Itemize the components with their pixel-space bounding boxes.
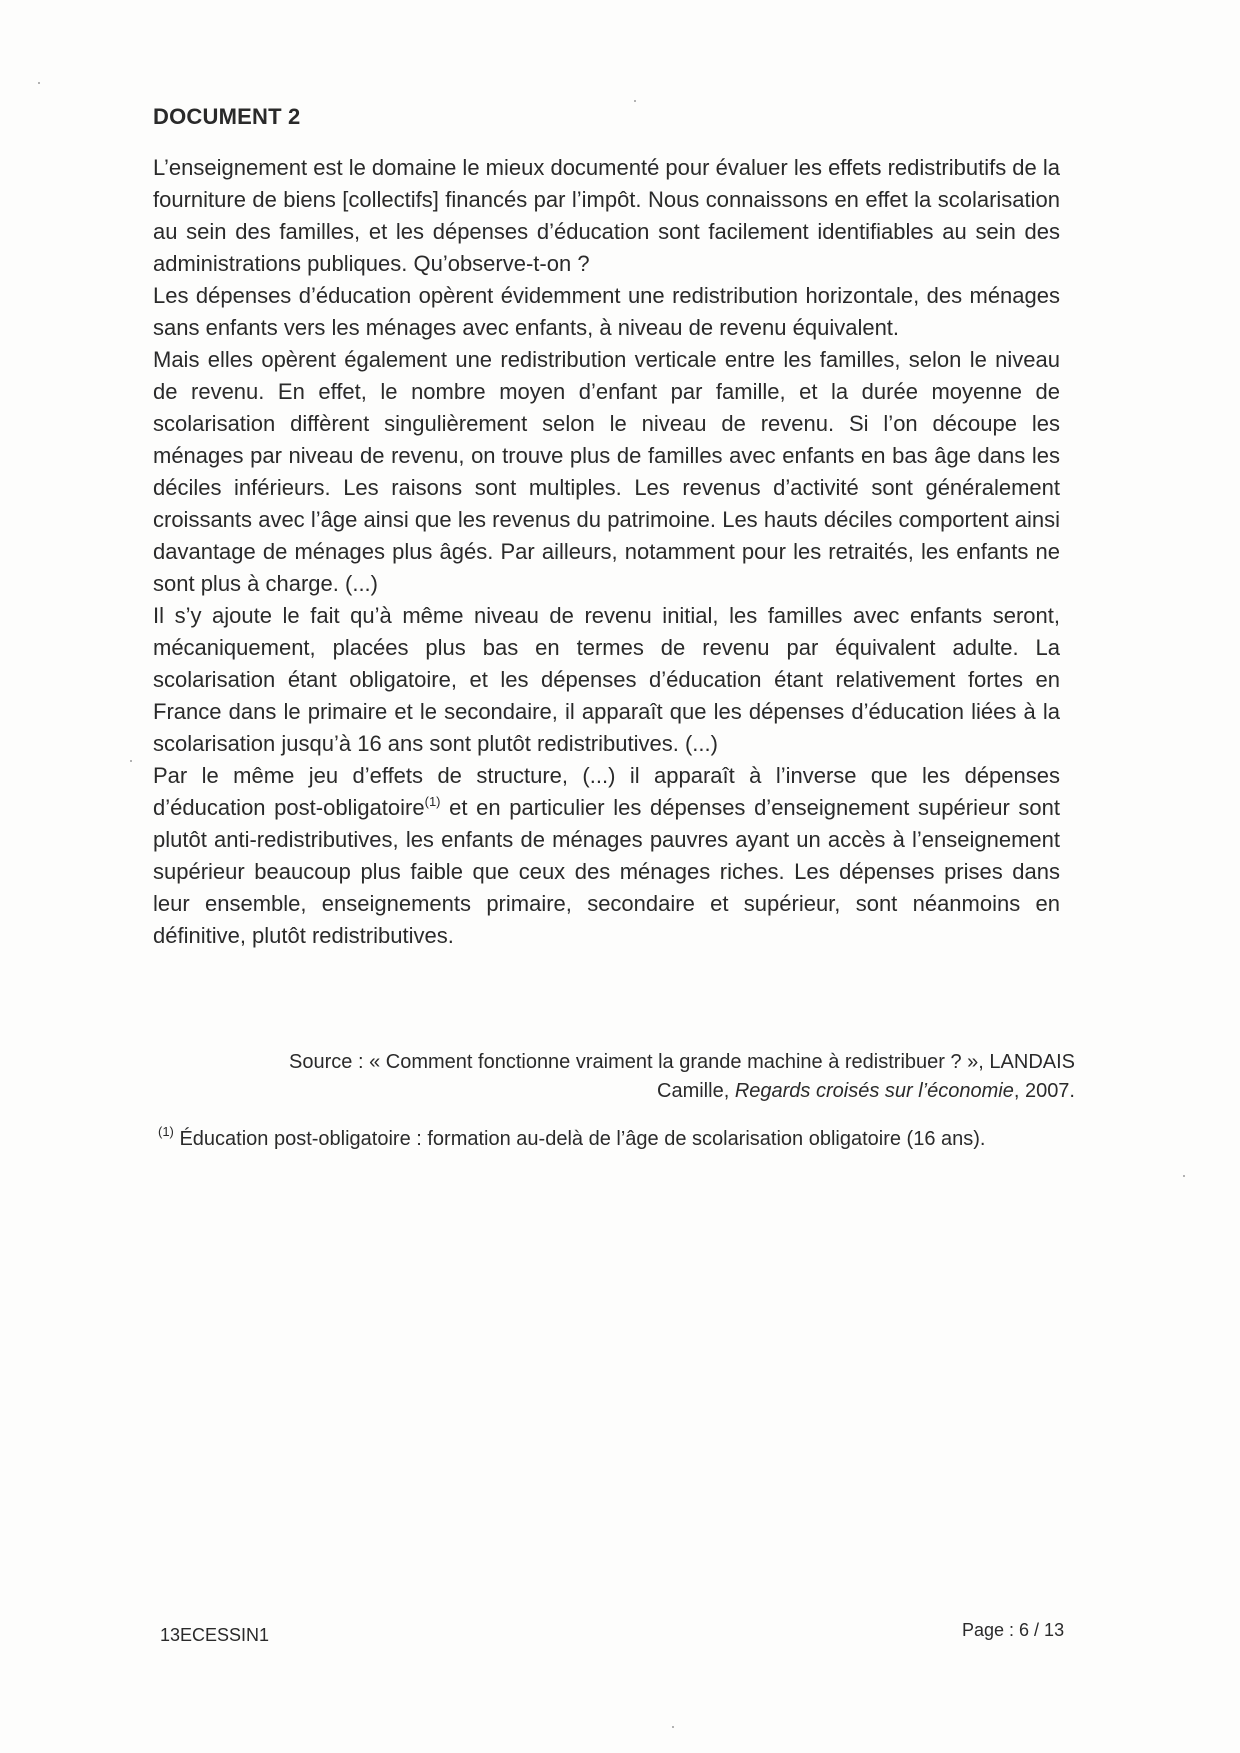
scan-speck (38, 82, 40, 84)
source-author: Camille, (657, 1080, 735, 1102)
footnote-text: Éducation post-obligatoire : formation au-delà de l’âge de scolarisation obligatoire (16 ans). (173, 1128, 986, 1150)
document-title: DOCUMENT 2 (153, 104, 301, 129)
scan-speck (672, 1726, 674, 1728)
paragraph-3: Mais elles opèrent également une redistribution verticale entre les familles, selon le niveau de revenu. En effet, le nombre moyen d’enfant par famille, et la durée moyenne de scolarisation diffèrent singulièrement selon le niveau de revenu. Si l’on découpe les ménages par niveau de revenu, on trouve plus de familles avec enfants en bas âge dans les déciles inférieurs. Les raisons sont multiples. Les revenus d’activité sont généralement croissants avec l’âge ainsi que les revenus du patrimoine. Les hauts déciles comportent ainsi davantage de ménages plus âgés. Par ailleurs, notamment pour les retraités, les enfants ne sont plus à charge. (...) (153, 347, 1060, 596)
exam-code: 13ECESSIN1 (160, 1625, 270, 1645)
paragraph-5-end: et en particulier les dépenses d’enseignement supérieur sont plutôt anti-redistributives, les enfants de ménages pauvres ayant un accès à l’enseignement supérieur beaucoup plus faible que ceux des ménages riches. Les dépenses prises dans leur ensemble, enseignements primaire, secondaire et supérieur, sont néanmoins en définitive, plutôt redistributives. (153, 795, 1060, 948)
footnote-mark: (1) (158, 1124, 174, 1139)
paragraph-1: L’enseignement est le domaine le mieux documenté pour évaluer les effets redistributifs de la fourniture de biens [collectifs] financés par l’impôt. Nous connaissons en effet la scolarisation au sein des familles, et les dépenses d’éducation sont facilement identifiables au sein des administrations publiques. Qu’observe-t-on ? (153, 155, 1061, 276)
paragraph-2: Les dépenses d’éducation opèrent évidemment une redistribution horizontale, des ménages sans enfants vers les ménages avec enfants, à niveau de revenu équivalent. (153, 283, 1060, 340)
footnote-reference: (1) (424, 794, 441, 809)
source-line-2 (153, 1077, 1075, 1106)
scan-speck (634, 100, 636, 102)
paragraph-4: Il s’y ajoute le fait qu’à même niveau de revenu initial, les familles avec enfants seront, mécaniquement, placées plus bas en termes de revenu par équivalent adulte. La scolarisation étant obligatoire, et les dépenses d’éducation étant relativement fortes en France dans le primaire et le secondaire, il apparaît que les dépenses d’éducation liées à la scolarisation jusqu’à 16 ans sont plutôt redistributives. (...) (153, 603, 1060, 756)
source-publication: Regards croisés sur l’économie (734, 1080, 1014, 1102)
page-number: Page : 6 / 13 (962, 1620, 1065, 1640)
footnote (158, 1125, 1078, 1153)
scan-speck (130, 760, 132, 762)
source-year: , 2007. (1013, 1080, 1075, 1102)
source-citation (153, 1048, 1075, 1106)
paragraph-5-start: Par le même jeu d’effets de structure, (...) il apparaît à l’inverse que les dépenses d’éducation post-obligatoire (153, 763, 1060, 820)
scan-speck (1183, 1175, 1185, 1177)
paragraph-5 (153, 760, 1060, 952)
source-line-1: Source : « Comment fonctionne vraiment la grande machine à redistribuer ? », LANDAIS (289, 1051, 1075, 1073)
document-body (153, 152, 1060, 952)
